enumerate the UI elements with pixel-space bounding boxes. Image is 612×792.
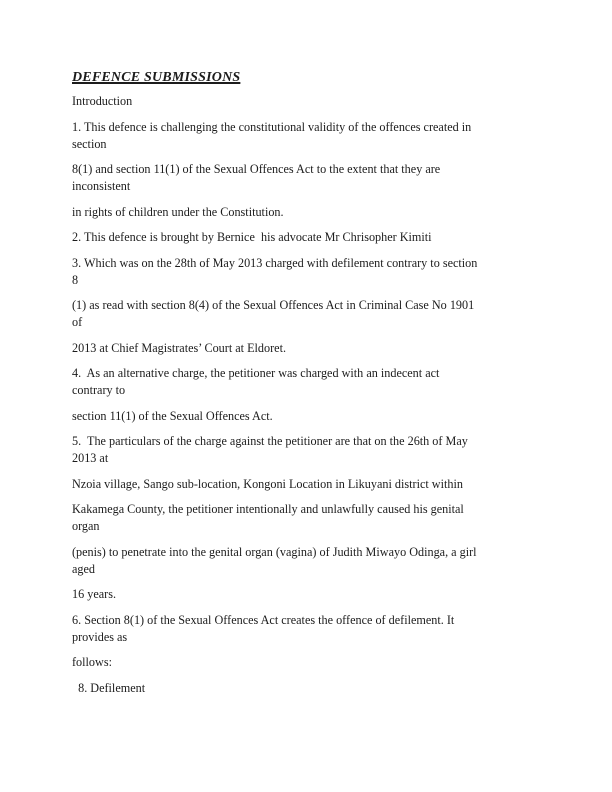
paragraph: (penis) to penetrate into the genital organ (vagina) of Judith Miwayo Odinga, a girl aged: [72, 544, 477, 576]
paragraph: 1. This defence is challenging the constitutional validity of the offences created in section: [72, 119, 472, 151]
paragraph: 8(1) and section 11(1) of the Sexual Offences Act to the extent that they are inconsistent: [72, 162, 441, 193]
paragraph: Introduction: [72, 94, 133, 108]
paragraph: 6. Section 8(1) of the Sexual Offences Act creates the offence of defilement. It provides as: [72, 612, 455, 644]
paragraph: 2013 at Chief Magistrates’ Court at Eldoret.: [72, 340, 287, 355]
paragraph: follows:: [72, 655, 112, 669]
paragraph: 3. Which was on the 28th of May 2013 charged with defilement contrary to section 8: [72, 255, 478, 287]
document-title: DEFENCE SUBMISSIONS: [72, 70, 241, 85]
paragraph: Nzoia village, Sango sub-location, Kongoni Location in Likuyani district within: [72, 476, 463, 491]
paragraph: 8. Defilement: [72, 680, 146, 695]
paragraph: (1) as read with section 8(4) of the Sexual Offences Act in Criminal Case No 1901 of: [72, 298, 475, 329]
paragraph: Kakamega County, the petitioner intentionally and unlawfully caused his genital organ: [72, 502, 464, 533]
paragraph: 5. The particulars of the charge against the petitioner are that on the 26th of May 2013 at: [72, 434, 468, 465]
paragraph: 4. As an alternative charge, the petitioner was charged with an indecent act contrary to: [72, 366, 440, 397]
paragraph-list: [72, 93, 572, 697]
paragraph: 16 years.: [72, 587, 116, 601]
paragraph: 2. This defence is brought by Bernice his advocate Mr Chrisopher Kimiti: [72, 230, 432, 244]
paragraph: section 11(1) of the Sexual Offences Act.: [72, 408, 273, 423]
paragraph: in rights of children under the Constitution.: [72, 204, 284, 219]
